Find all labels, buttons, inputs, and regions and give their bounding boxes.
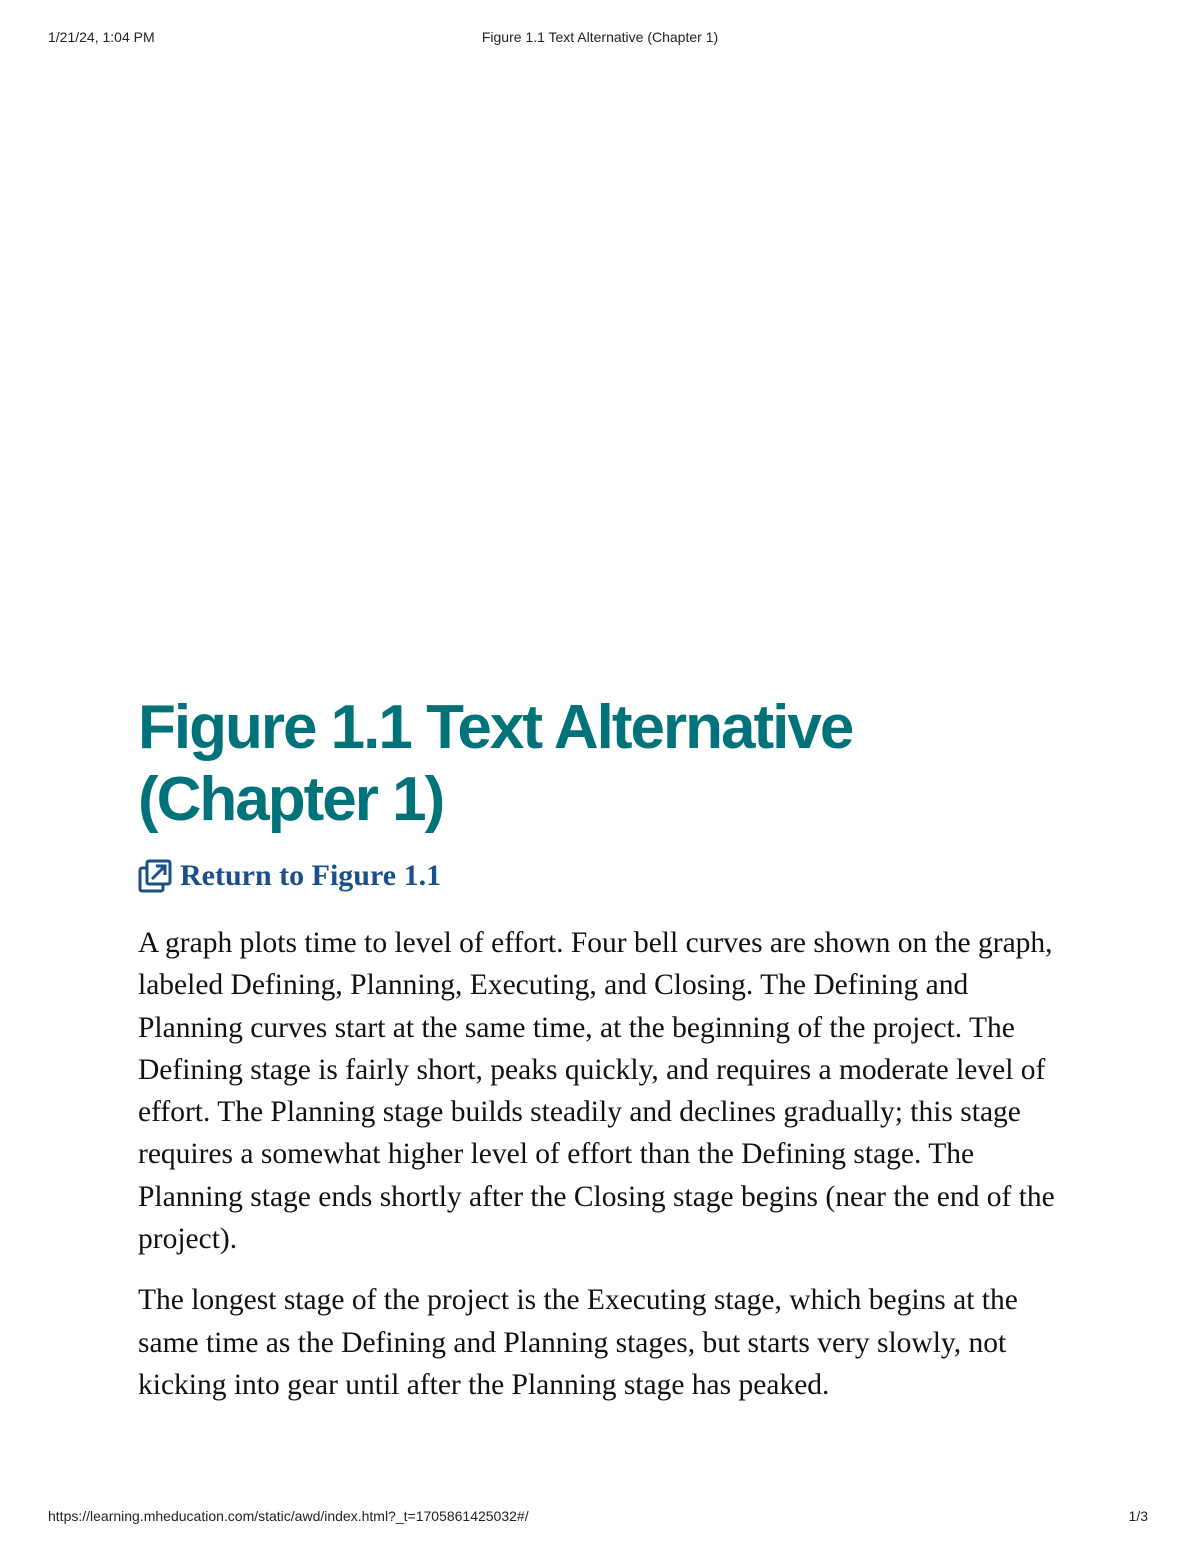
external-link-icon — [138, 859, 172, 893]
print-datetime: 1/21/24, 1:04 PM — [48, 29, 155, 45]
print-header — [0, 29, 1200, 49]
return-to-figure-link[interactable] — [138, 856, 1073, 896]
description-paragraph-2: The longest stage of the project is the Executing stage, which begins at the same time as the Defining and Planning stages, but starts very slowly, not kicking into gear until after the Planning stage has peaked. — [138, 1284, 1018, 1401]
return-link-label: Return to Figure 1.1 — [180, 859, 442, 892]
page-title-line-2: (Chapter 1) — [138, 765, 444, 834]
page-title — [138, 692, 1073, 836]
print-page-title: Figure 1.1 Text Alternative (Chapter 1) — [481, 29, 719, 45]
print-url: https://learning.mheducation.com/static/awd/index.html?_t=1705861425032#/ — [48, 1508, 529, 1524]
document-content — [138, 692, 1073, 1406]
print-page-number: 1/3 — [1128, 1508, 1148, 1524]
description-paragraph-1: A graph plots time to level of effort. Four bell curves are shown on the graph, labeled Defining, Planning, Executing, and Closing. The Defining and Planning curves start at the same time, at the beginning of the project. The Defining stage is fairly short, peaks quickly, and requires a moderate level of effort. The Planning stage builds steadily and declines gradually; this stage requires a somewhat higher level of effort than the Defining stage. The Planning stage ends shortly after the Closing stage begins (near the end of the project). — [138, 927, 1055, 1256]
page-title-line-1: Figure 1.1 Text Alternative — [138, 693, 853, 762]
print-footer — [0, 1508, 1200, 1528]
